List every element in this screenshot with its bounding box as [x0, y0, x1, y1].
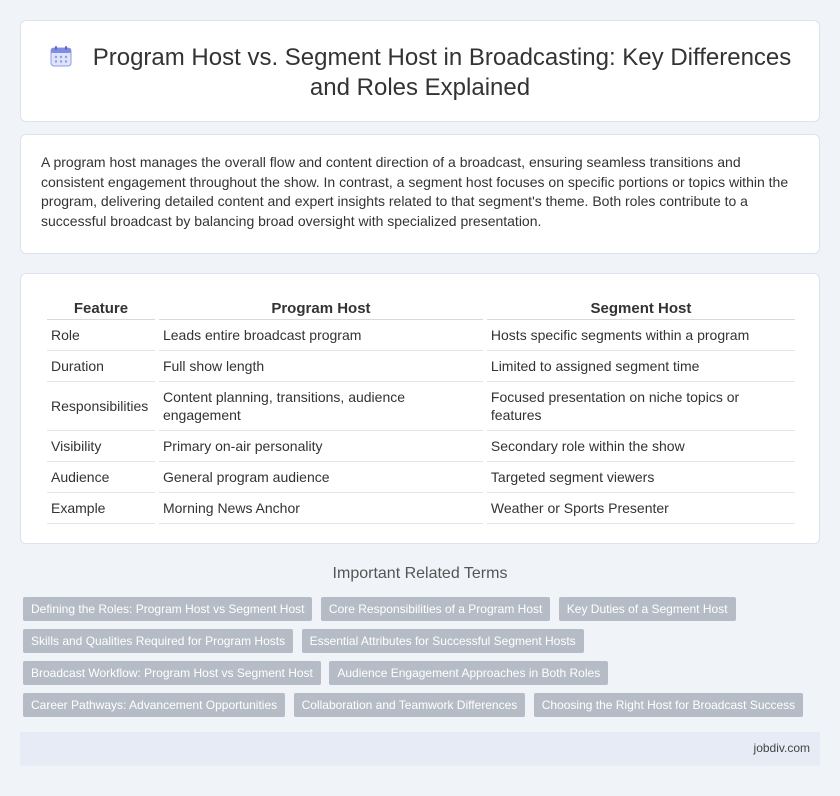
header-program-host: Program Host [159, 294, 483, 320]
comparison-table [43, 294, 799, 524]
intro-paragraph: A program host manages the overall flow and content direction of a broadcast, ensuring seamless transitions and consistent engagement throughout the show. In contrast, a segment host focuses on specific portions or topics within the program, delivering detailed content and expert insights related to that segment's theme. Both roles contribute to a successful broadcast by balancing broad oversight with specialized presentation. [41, 154, 789, 229]
tag-row [23, 661, 823, 693]
table-cell: Secondary role within the show [487, 431, 795, 462]
related-terms-tags [23, 597, 823, 725]
comparison-card [20, 273, 820, 544]
table-cell: Duration [47, 351, 155, 382]
related-tag[interactable]: Defining the Roles: Program Host vs Segment Host [23, 597, 312, 621]
related-tag[interactable]: Essential Attributes for Successful Segment Hosts [302, 629, 584, 653]
header-card [20, 20, 820, 122]
table-cell: General program audience [159, 462, 483, 493]
table-cell: Responsibilities [47, 382, 155, 431]
table-cell: Leads entire broadcast program [159, 320, 483, 351]
table-cell: Role [47, 320, 155, 351]
table-cell: Audience [47, 462, 155, 493]
table-cell: Morning News Anchor [159, 493, 483, 524]
table-row [47, 462, 795, 493]
related-tag[interactable]: Skills and Qualities Required for Program Hosts [23, 629, 293, 653]
related-tag[interactable]: Choosing the Right Host for Broadcast Success [534, 693, 803, 717]
related-tag[interactable]: Collaboration and Teamwork Differences [294, 693, 526, 717]
table-cell: Visibility [47, 431, 155, 462]
page-title [40, 43, 800, 103]
table-row [47, 493, 795, 524]
table-cell: Weather or Sports Presenter [487, 493, 795, 524]
table-cell: Full show length [159, 351, 483, 382]
calendar-icon [49, 44, 73, 68]
table-row [47, 351, 795, 382]
tag-row [23, 693, 823, 725]
table-row [47, 431, 795, 462]
table-cell: Limited to assigned segment time [487, 351, 795, 382]
table-row [47, 320, 795, 351]
table-cell: Targeted segment viewers [487, 462, 795, 493]
table-cell: Focused presentation on niche topics or features [487, 382, 795, 431]
header-feature: Feature [47, 294, 155, 320]
header-segment-host: Segment Host [487, 294, 795, 320]
related-terms-heading: Important Related Terms [332, 565, 508, 582]
related-tag[interactable]: Broadcast Workflow: Program Host vs Segment Host [23, 661, 321, 685]
title-wrap [21, 43, 819, 103]
table-row [47, 382, 795, 431]
related-tag[interactable]: Audience Engagement Approaches in Both Roles [329, 661, 608, 685]
intro-card [20, 134, 820, 254]
table-header-row [47, 294, 795, 320]
table-cell: Primary on-air personality [159, 431, 483, 462]
footer-bar [20, 732, 820, 766]
table-cell: Content planning, transitions, audience engagement [159, 382, 483, 431]
related-tag[interactable]: Core Responsibilities of a Program Host [321, 597, 550, 621]
related-tag[interactable]: Career Pathways: Advancement Opportunities [23, 693, 285, 717]
related-tag[interactable]: Key Duties of a Segment Host [559, 597, 736, 621]
page-title-text: Program Host vs. Segment Host in Broadcasting: Key Differences and Roles Explained [92, 44, 792, 101]
table-cell: Hosts specific segments within a program [487, 320, 795, 351]
tag-row [23, 597, 823, 629]
footer-site-link[interactable]: jobdiv.com [753, 741, 810, 755]
table-cell: Example [47, 493, 155, 524]
tag-row [23, 629, 823, 661]
